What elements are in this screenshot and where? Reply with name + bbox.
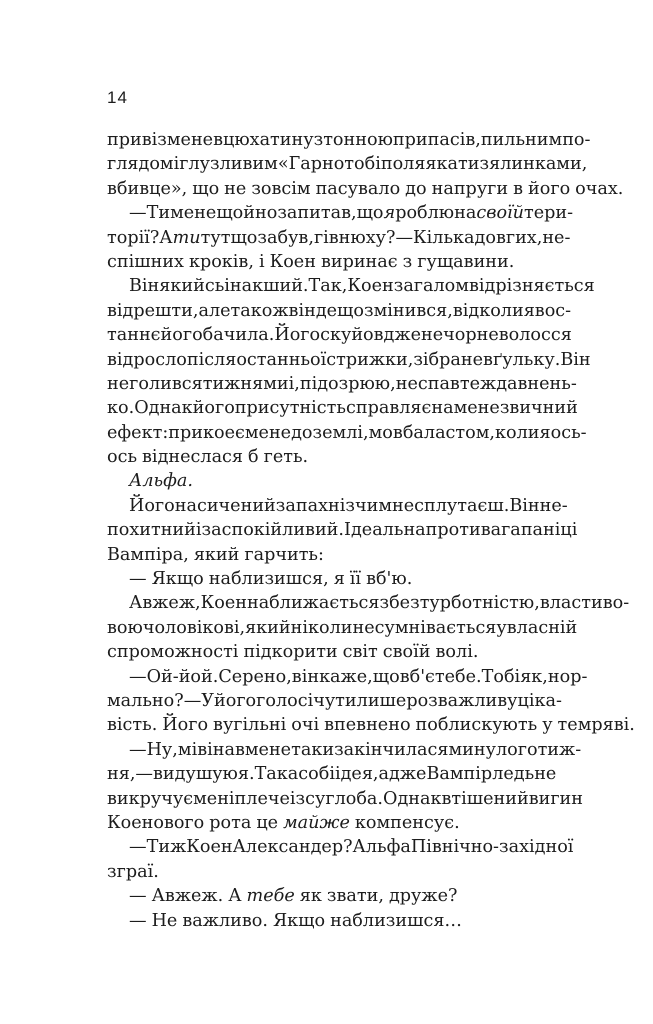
word: чути xyxy=(313,690,357,711)
word: чим xyxy=(354,495,393,516)
word: наблизишся, xyxy=(208,569,329,590)
word: мально? xyxy=(107,690,184,711)
text-line xyxy=(107,201,574,225)
word: — xyxy=(135,764,154,785)
word: волі. xyxy=(435,642,479,663)
word: роблю xyxy=(395,203,455,224)
word: — xyxy=(129,837,147,858)
word: минулого xyxy=(448,739,538,760)
word: Тобі xyxy=(481,666,521,687)
word: Ідеальна xyxy=(344,520,426,541)
word: Він xyxy=(560,349,591,370)
word: ось- xyxy=(550,422,587,443)
word: присутність xyxy=(234,398,346,419)
word: гівнюху? xyxy=(313,227,396,248)
word: глядом xyxy=(107,154,174,175)
word: каже, xyxy=(319,666,373,687)
word: не xyxy=(352,617,375,638)
word: вугільні xyxy=(213,715,287,736)
word: тижнями xyxy=(202,373,289,394)
word: звати, xyxy=(326,886,384,907)
word: змінився, xyxy=(364,300,453,321)
word: щойно xyxy=(216,203,278,224)
word: сумнівається xyxy=(374,617,497,638)
text-line xyxy=(107,128,591,152)
text-line xyxy=(107,616,578,640)
word: пильним xyxy=(480,130,563,150)
word: і xyxy=(258,251,265,272)
word: А xyxy=(228,886,242,907)
word: очі xyxy=(291,715,320,736)
text-line xyxy=(107,348,591,372)
word: Однак xyxy=(383,788,442,809)
word: Авжеж, xyxy=(129,593,201,614)
word: голився xyxy=(129,373,203,394)
word: я. xyxy=(237,764,255,785)
word: як xyxy=(299,886,322,907)
word: насичений xyxy=(174,495,276,516)
word: це xyxy=(256,812,279,833)
word: і, xyxy=(288,373,300,394)
word: напруги xyxy=(431,178,509,199)
word: я xyxy=(333,569,345,590)
word: Ой-йой. xyxy=(146,666,219,687)
word: і xyxy=(195,520,202,541)
text-line xyxy=(107,762,557,786)
text-line xyxy=(107,860,547,884)
word: зібране xyxy=(413,349,484,370)
text-line xyxy=(107,226,571,250)
word: як, xyxy=(520,666,548,687)
word: Коен xyxy=(347,276,394,297)
word: таки xyxy=(291,739,335,760)
word: вигин xyxy=(528,788,584,809)
word: похитний xyxy=(107,520,196,541)
word: відросло xyxy=(107,349,187,370)
word: на xyxy=(454,203,477,224)
word: паніці xyxy=(520,520,578,541)
word: торії? xyxy=(107,227,160,248)
word: ціка- xyxy=(517,690,562,711)
word: у xyxy=(496,617,507,638)
word: його xyxy=(160,325,203,346)
word: очах. xyxy=(575,178,624,199)
text-line xyxy=(107,884,547,908)
word: я xyxy=(523,300,535,321)
text-line xyxy=(107,909,547,933)
word: загалом xyxy=(393,276,469,297)
word: Вампір xyxy=(426,764,493,785)
word: Ти xyxy=(146,203,171,224)
word: в xyxy=(483,349,493,370)
text-line xyxy=(107,640,547,664)
word: собі xyxy=(298,764,335,785)
word: не xyxy=(224,178,247,199)
word: Його xyxy=(129,495,175,516)
word: ні xyxy=(328,495,346,516)
word: зграї. xyxy=(107,861,159,882)
word: її xyxy=(349,569,362,590)
word: ня, xyxy=(107,764,136,785)
word: Серено, xyxy=(218,666,292,687)
word: ніколи xyxy=(290,617,353,638)
word: Ну, xyxy=(146,739,178,760)
text-line xyxy=(107,445,547,469)
body-text xyxy=(107,128,635,933)
word: тобі xyxy=(344,154,381,175)
word: землі, xyxy=(312,422,369,443)
word: вб'ю. xyxy=(366,569,413,590)
word: вою xyxy=(107,617,143,638)
word: цю xyxy=(223,130,250,150)
text-line xyxy=(107,738,582,762)
word: але xyxy=(198,300,231,321)
word: віднеслася xyxy=(142,447,244,468)
word: також xyxy=(230,300,289,321)
word: мене xyxy=(244,422,292,443)
word: скуйовджене xyxy=(320,325,444,346)
word: Ти xyxy=(146,837,171,858)
word: ефект: xyxy=(107,422,169,443)
word: я xyxy=(383,203,396,224)
word: Кілька xyxy=(413,227,475,248)
word: заспокійливий. xyxy=(201,520,344,541)
word: хатину xyxy=(249,130,314,150)
word: тонною xyxy=(323,130,393,150)
word: запах xyxy=(275,495,329,516)
text-line xyxy=(107,177,624,201)
word: тебе xyxy=(246,886,295,907)
word: наближається xyxy=(246,593,380,614)
word: Александер? xyxy=(232,837,353,858)
word: поблискують xyxy=(415,715,538,736)
word: волосся xyxy=(498,325,572,346)
word: коли xyxy=(495,422,540,443)
word: темряві. xyxy=(557,715,635,736)
word: — xyxy=(395,227,414,248)
text-line xyxy=(107,323,572,347)
word: не- xyxy=(539,495,568,516)
word: і xyxy=(173,154,180,175)
word: Коен xyxy=(269,251,316,272)
word: не xyxy=(395,373,418,394)
word: вість. xyxy=(107,715,158,736)
word: Не xyxy=(151,910,178,931)
word: тут xyxy=(200,227,231,248)
word: не xyxy=(107,373,130,394)
word: безтурботністю, xyxy=(389,593,540,614)
word: останньої xyxy=(236,349,327,370)
text-line xyxy=(107,152,588,176)
word: б xyxy=(248,447,259,468)
word: важливо. xyxy=(182,910,268,931)
word: — xyxy=(129,203,147,224)
word: що xyxy=(230,227,258,248)
word: ж xyxy=(170,837,187,858)
text-line xyxy=(107,665,588,689)
word: його xyxy=(214,690,257,711)
word: вбивце», xyxy=(107,178,188,199)
text-line xyxy=(107,250,547,274)
word: до xyxy=(291,422,313,443)
word: відколи xyxy=(452,300,524,321)
word: у xyxy=(542,715,553,736)
word: закінчилася xyxy=(334,739,449,760)
word: — xyxy=(129,666,147,687)
word: на xyxy=(431,398,454,419)
word: що xyxy=(356,203,384,224)
word: що xyxy=(192,178,220,199)
word: розважливу xyxy=(406,690,518,711)
word: з xyxy=(479,154,490,175)
word: із xyxy=(289,788,306,809)
word: ти xyxy=(172,227,201,248)
word: до xyxy=(405,178,427,199)
word: з xyxy=(379,593,390,614)
word: Його xyxy=(274,325,321,346)
word: підкорити xyxy=(243,642,338,663)
word: — xyxy=(129,739,147,760)
word: Коен xyxy=(186,837,233,858)
word: запитав, xyxy=(277,203,357,224)
word: підозрюю, xyxy=(299,373,396,394)
word: — xyxy=(129,569,147,590)
word: мене xyxy=(166,130,214,150)
word: компенсує. xyxy=(354,812,460,833)
text-line xyxy=(107,299,572,323)
word: чорне xyxy=(443,325,499,346)
word: з xyxy=(345,495,355,516)
text-line xyxy=(107,567,547,591)
text-line xyxy=(107,543,547,567)
word: Північно-західної xyxy=(410,837,574,858)
word: Якщо xyxy=(151,569,204,590)
word: стрижки, xyxy=(326,349,414,370)
word: У xyxy=(201,690,214,711)
word: поляякати xyxy=(380,154,480,175)
text-line xyxy=(107,835,574,859)
word: справляє xyxy=(345,398,432,419)
word: видушую xyxy=(153,764,238,785)
word: спішних xyxy=(107,251,184,272)
word: виринає xyxy=(320,251,398,272)
word: відрізняється xyxy=(468,276,595,297)
word: голосі xyxy=(256,690,314,711)
text-line xyxy=(107,518,578,542)
word: адже xyxy=(378,764,427,785)
text-line xyxy=(107,591,630,615)
word: — xyxy=(129,910,147,931)
word: не- xyxy=(542,227,571,248)
word: решти, xyxy=(133,300,199,321)
word: мене xyxy=(170,203,217,224)
text-line xyxy=(107,713,635,737)
word: своїй xyxy=(382,642,431,663)
text-line xyxy=(107,421,587,445)
word: Така xyxy=(254,764,299,785)
word: пасувало xyxy=(315,178,401,199)
word: мені xyxy=(193,788,235,809)
word: в xyxy=(234,739,245,760)
word: Однак xyxy=(134,398,193,419)
word: він xyxy=(291,666,320,687)
word: інакший. xyxy=(224,276,309,297)
word: друже? xyxy=(388,886,458,907)
word: противага xyxy=(425,520,521,541)
word: «Гарно xyxy=(277,154,345,175)
word: Він xyxy=(129,276,160,297)
word: суглоба. xyxy=(305,788,384,809)
word: баластом, xyxy=(402,422,496,443)
word: мене xyxy=(453,398,500,419)
word: Авжеж. xyxy=(151,886,224,907)
word: його xyxy=(192,398,235,419)
text-line xyxy=(107,787,584,811)
word: ґульку. xyxy=(492,349,561,370)
word: впевнено xyxy=(324,715,411,736)
word: майже xyxy=(283,812,350,833)
word: спроможності xyxy=(107,642,239,663)
word: він xyxy=(288,300,316,321)
word: глузливим xyxy=(179,154,278,175)
word: Вампіра, xyxy=(107,544,189,565)
word: припасів, xyxy=(392,130,481,150)
word: втішений xyxy=(441,788,529,809)
text-line xyxy=(107,372,577,396)
word: нор- xyxy=(547,666,588,687)
text-line xyxy=(107,811,547,835)
text-line xyxy=(107,469,547,493)
word: таннє xyxy=(107,325,161,346)
word: якийсь xyxy=(159,276,225,297)
page-number: 14 xyxy=(107,88,128,107)
word: ко. xyxy=(107,398,135,419)
word: теж xyxy=(459,373,497,394)
word: давнень- xyxy=(496,373,577,394)
word: викручує xyxy=(107,788,194,809)
word: ідея, xyxy=(334,764,379,785)
word: тебе. xyxy=(434,666,482,687)
word: ледь xyxy=(492,764,535,785)
word: тиж- xyxy=(537,739,582,760)
word: геть. xyxy=(263,447,309,468)
word: дещо xyxy=(315,300,365,321)
word: ялинками, xyxy=(489,154,588,175)
word: гущавини. xyxy=(417,251,515,272)
word: Коен xyxy=(200,593,247,614)
word: бачила. xyxy=(202,325,275,346)
word: з xyxy=(313,130,324,150)
word: Так, xyxy=(308,276,348,297)
word: світ xyxy=(342,642,378,663)
word: я xyxy=(539,422,551,443)
word: в xyxy=(213,130,223,150)
word: мівіна xyxy=(177,739,235,760)
text-line xyxy=(107,494,568,518)
word: який xyxy=(245,617,291,638)
word: А xyxy=(159,227,173,248)
word: власній xyxy=(506,617,578,638)
word: тери- xyxy=(524,203,574,224)
word: гарчить: xyxy=(244,544,324,565)
word: — xyxy=(129,886,147,907)
word: Альфа xyxy=(352,837,411,858)
word: не xyxy=(534,764,557,785)
word: Його xyxy=(162,715,209,736)
word: спав xyxy=(417,373,460,394)
word: який xyxy=(193,544,240,565)
word: в xyxy=(513,178,524,199)
word: що xyxy=(372,666,400,687)
word: з xyxy=(402,251,413,272)
word: після xyxy=(186,349,237,370)
word: Якщо xyxy=(272,910,326,931)
word: сплутаєш. xyxy=(414,495,510,516)
word: вб'є xyxy=(399,666,435,687)
word: — xyxy=(183,690,202,711)
word: зовсім xyxy=(251,178,311,199)
word: кроків, xyxy=(188,251,254,272)
word: рота xyxy=(209,812,252,833)
word: лише xyxy=(356,690,407,711)
word: мене xyxy=(244,739,292,760)
word: прикоеє xyxy=(168,422,245,443)
word: плече xyxy=(234,788,290,809)
word: Коенового xyxy=(107,812,205,833)
word: вос- xyxy=(534,300,572,321)
word: Він xyxy=(509,495,540,516)
word: своїй xyxy=(476,203,525,224)
word: його xyxy=(528,178,571,199)
word: не xyxy=(392,495,415,516)
word: привіз xyxy=(107,130,167,150)
word: від xyxy=(107,300,134,321)
text-line xyxy=(107,396,578,420)
word: по- xyxy=(562,130,591,150)
word: властиво- xyxy=(539,593,630,614)
word: Альфа. xyxy=(129,471,193,492)
word: чоловікові, xyxy=(142,617,246,638)
word: ось xyxy=(107,447,138,468)
word: забув, xyxy=(257,227,314,248)
word: мов xyxy=(368,422,403,443)
word: наблизишся… xyxy=(330,910,463,931)
word: звичний xyxy=(499,398,578,419)
word: довгих, xyxy=(474,227,543,248)
text-line xyxy=(107,689,562,713)
text-line xyxy=(107,274,595,298)
